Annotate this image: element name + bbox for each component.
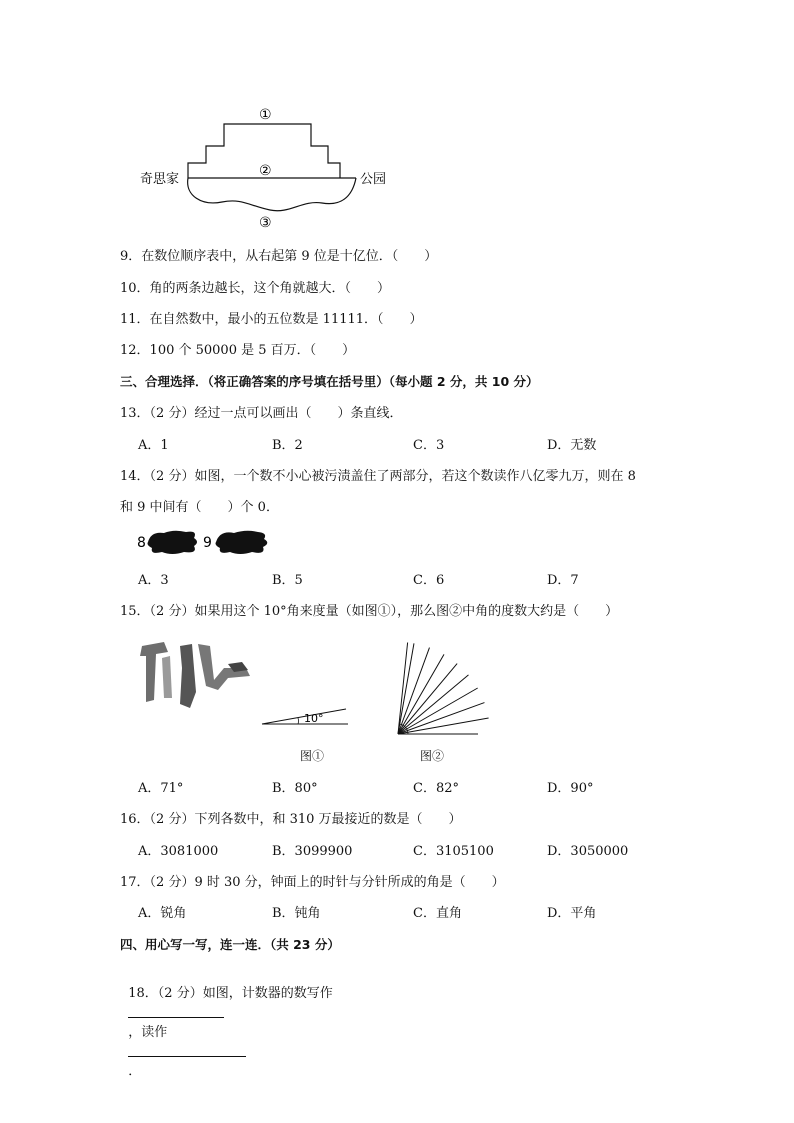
- q17-option-a[interactable]: A．锐角: [138, 906, 187, 921]
- q13-option-b[interactable]: B．2: [272, 438, 303, 453]
- figure-1-angle: [258, 700, 358, 730]
- question-18: [120, 967, 333, 1081]
- q14-option-d[interactable]: D．7: [547, 573, 579, 588]
- q18-read-blank[interactable]: [128, 1042, 246, 1057]
- stain-digit-8: 8: [137, 535, 146, 551]
- q17-option-d[interactable]: D．平角: [547, 906, 597, 921]
- route-1-label: ①: [259, 107, 272, 123]
- route-left-label: 奇思家: [140, 172, 180, 187]
- q14-option-a[interactable]: A．3: [138, 573, 169, 588]
- q18-middle: ，读作: [128, 1025, 168, 1040]
- q17-option-b[interactable]: B．钝角: [272, 906, 321, 921]
- q16-option-c[interactable]: C．3105100: [413, 844, 494, 859]
- q13-option-c[interactable]: C．3: [413, 438, 445, 453]
- question-14-line-1: 14．（2 分）如图，一个数不小心被污渍盖住了两部分，若这个数读作八亿零九万，则在 8: [120, 469, 636, 484]
- brush-stroke-image: [134, 638, 254, 710]
- stain-digit-9: 9: [203, 535, 212, 551]
- angle-10-label: 10°: [304, 712, 324, 725]
- q15-option-c[interactable]: C．82°: [413, 781, 459, 796]
- stain-figure: [134, 527, 274, 557]
- section-3-heading: 三、合理选择．（将正确答案的序号填在括号里）（每小题 2 分，共 10 分）: [120, 374, 539, 389]
- section-4-heading: 四、用心写一写，连一连．（共 23 分）: [120, 937, 340, 952]
- figure-1-caption: 图①: [300, 749, 325, 763]
- q18-prefix: 18．（2 分）如图，计数器的数写作: [128, 986, 333, 1001]
- q16-option-d[interactable]: D．3050000: [547, 844, 629, 859]
- q15-option-a[interactable]: A．71°: [138, 781, 184, 796]
- question-15: 15．（2 分）如果用这个 10°角来度量（如图①），那么图②中角的度数大约是（ ）: [120, 604, 619, 619]
- q14-option-b[interactable]: B．5: [272, 573, 303, 588]
- figure-2-caption: 图②: [420, 749, 445, 763]
- ink-stain-2: [216, 531, 268, 554]
- route-3-label: ③: [259, 215, 272, 230]
- question-10: 10．角的两条边越长，这个角就越大．（ ）: [120, 281, 391, 296]
- fan-rays: [398, 643, 489, 734]
- q13-option-d[interactable]: D．无数: [547, 438, 597, 453]
- q16-option-b[interactable]: B．3099900: [272, 844, 353, 859]
- question-17: 17．（2 分）9 时 30 分，钟面上的时针与分针所成的角是（ ）: [120, 875, 505, 890]
- question-11: 11．在自然数中，最小的五位数是 11111．（ ）: [120, 312, 423, 327]
- q15-option-d[interactable]: D．90°: [547, 781, 594, 796]
- figure-2-fan: [394, 636, 494, 736]
- question-14-line-2: 和 9 中间有（ ）个 0．: [120, 500, 279, 515]
- q18-write-blank[interactable]: [128, 1003, 224, 1018]
- route-3-path: [188, 178, 356, 211]
- q14-option-c[interactable]: C．6: [413, 573, 445, 588]
- route-right-label: 公园: [360, 172, 387, 187]
- ink-stain-1: [148, 531, 198, 554]
- q15-option-b[interactable]: B．80°: [272, 781, 318, 796]
- route-figure: [130, 100, 400, 230]
- route-2-label: ②: [259, 163, 272, 179]
- q17-option-c[interactable]: C．直角: [413, 906, 462, 921]
- q18-suffix: ．: [128, 1064, 142, 1079]
- question-13: 13．（2 分）经过一点可以画出（ ）条直线．: [120, 406, 403, 421]
- question-16: 16．（2 分）下列各数中，和 310 万最接近的数是（ ）: [120, 812, 462, 827]
- question-12: 12．100 个 50000 是 5 百万．（ ）: [120, 343, 356, 358]
- q16-option-a[interactable]: A．3081000: [138, 844, 219, 859]
- q13-option-a[interactable]: A．1: [138, 438, 169, 453]
- question-9: 9．在数位顺序表中，从右起第 9 位是十亿位．（ ）: [120, 249, 438, 264]
